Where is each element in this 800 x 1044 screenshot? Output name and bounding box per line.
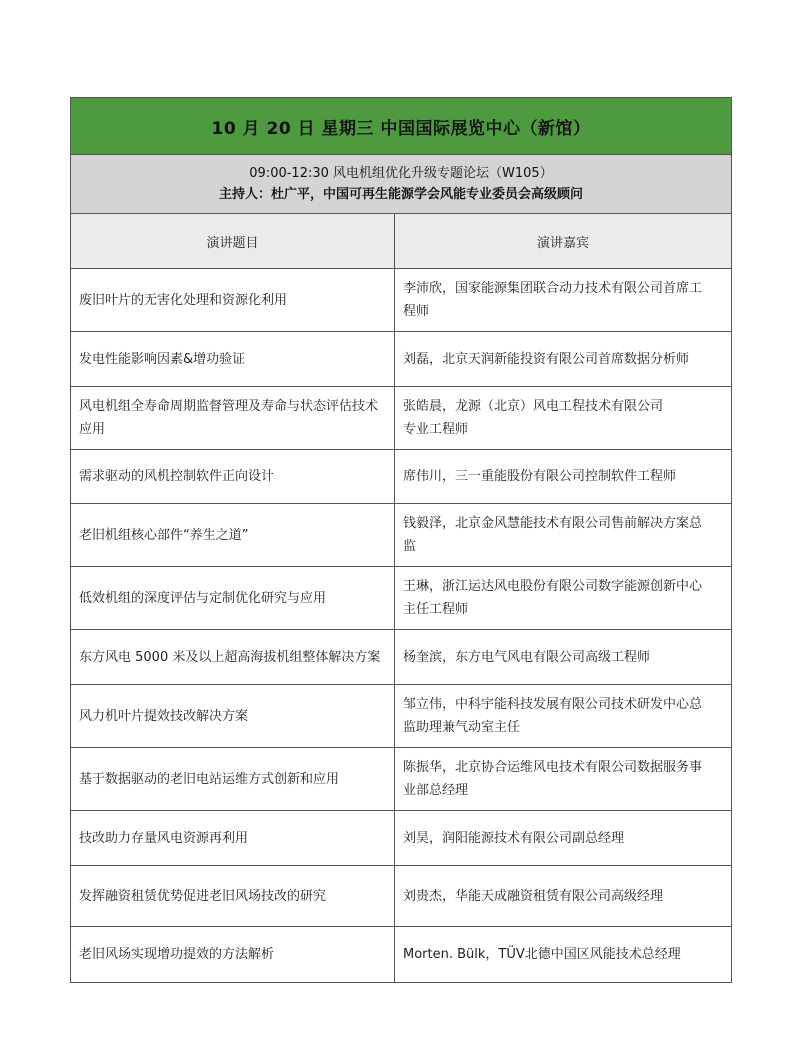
event-title: 10 月 20 日 星期三 中国国际展览中心（新馆） bbox=[71, 98, 732, 155]
table-row bbox=[71, 811, 732, 866]
talk-topic: 老旧机组核心部件“养生之道” bbox=[71, 504, 395, 567]
speaker-line: Morten. Bülk，TÜV北德中国区风能技术总经理 bbox=[403, 947, 681, 962]
talk-speaker bbox=[395, 685, 732, 748]
talk-speaker bbox=[395, 504, 732, 567]
talk-speaker bbox=[395, 811, 732, 866]
talk-topic: 风电机组全寿命周期监督管理及寿命与状态评估技术应用 bbox=[71, 387, 395, 450]
talk-speaker bbox=[395, 450, 732, 504]
talk-topic: 基于数据驱动的老旧电站运维方式创新和应用 bbox=[71, 748, 395, 811]
session-host: 主持人：杜广平，中国可再生能源学会风能专业委员会高级顾问 bbox=[218, 187, 583, 202]
talk-topic: 发挥融资租赁优势促进老旧风场技改的研究 bbox=[71, 866, 395, 927]
speaker-line: 刘磊，北京天润新能投资有限公司首席数据分析师 bbox=[403, 351, 690, 367]
talk-topic: 废旧叶片的无害化处理和资源化利用 bbox=[71, 269, 395, 332]
speaker-line: 刘贵杰，华能天成融资租赁有限公司高级经理 bbox=[403, 888, 664, 904]
talk-rows bbox=[71, 269, 732, 983]
talk-speaker bbox=[395, 332, 732, 387]
table-row bbox=[71, 504, 732, 567]
speaker-line: 陈振华，北京协合运维风电技术有限公司数据服务事 bbox=[403, 760, 703, 775]
column-header-speaker: 演讲嘉宾 bbox=[395, 214, 732, 269]
talk-topic: 老旧风场实现增功提效的方法解析 bbox=[71, 927, 395, 983]
speaker-line: 杨奎滨，东方电气风电有限公司高级工程师 bbox=[403, 649, 651, 665]
session-row bbox=[71, 155, 732, 214]
session-info bbox=[71, 155, 732, 214]
speaker-line: 监 bbox=[403, 539, 417, 554]
talk-speaker bbox=[395, 567, 732, 630]
speaker-line: 专业工程师 bbox=[403, 422, 469, 437]
talk-topic: 技改助力存量风电资源再利用 bbox=[71, 811, 395, 866]
table-row bbox=[71, 332, 732, 387]
table-row bbox=[71, 927, 732, 983]
table-row bbox=[71, 748, 732, 811]
speaker-line: 主任工程师 bbox=[403, 602, 469, 617]
table-row bbox=[71, 269, 732, 332]
talk-topic: 发电性能影响因素&增功验证 bbox=[71, 332, 395, 387]
table-row bbox=[71, 630, 732, 685]
talk-topic: 低效机组的深度评估与定制优化研究与应用 bbox=[71, 567, 395, 630]
schedule-table bbox=[70, 97, 732, 983]
speaker-line: 刘昊，润阳能源技术有限公司副总经理 bbox=[403, 830, 625, 846]
speaker-line: 席伟川，三一重能股份有限公司控制软件工程师 bbox=[403, 469, 677, 484]
speaker-line: 业部总经理 bbox=[403, 783, 469, 798]
talk-speaker bbox=[395, 866, 732, 927]
talk-topic: 东方风电 5000 米及以上超高海拔机组整体解决方案 bbox=[71, 630, 395, 685]
speaker-line: 邹立伟，中科宇能科技发展有限公司技术研发中心总 bbox=[403, 697, 703, 712]
table-row bbox=[71, 387, 732, 450]
session-time-title: 09:00-12:30 风电机组优化升级专题论坛（W105） bbox=[249, 166, 553, 181]
speaker-line: 程师 bbox=[403, 304, 430, 319]
talk-speaker bbox=[395, 387, 732, 450]
speaker-line: 钱毅泽，北京金风慧能技术有限公司售前解决方案总 bbox=[403, 516, 703, 531]
speaker-line: 王琳，浙江运达风电股份有限公司数字能源创新中心 bbox=[403, 579, 703, 594]
speaker-line: 张皓晨，龙源（北京）风电工程技术有限公司 bbox=[403, 399, 664, 414]
title-row bbox=[71, 98, 732, 155]
talk-speaker bbox=[395, 748, 732, 811]
table-row bbox=[71, 866, 732, 927]
column-header-row bbox=[71, 214, 732, 269]
talk-speaker bbox=[395, 927, 732, 983]
table-row bbox=[71, 685, 732, 748]
speaker-line: 监助理兼气动室主任 bbox=[403, 720, 521, 735]
talk-topic: 风力机叶片提效技改解决方案 bbox=[71, 685, 395, 748]
speaker-line: 李沛欣，国家能源集团联合动力技术有限公司首席工 bbox=[403, 281, 703, 296]
talk-speaker bbox=[395, 630, 732, 685]
table-row bbox=[71, 450, 732, 504]
talk-speaker bbox=[395, 269, 732, 332]
talk-topic: 需求驱动的风机控制软件正向设计 bbox=[71, 450, 395, 504]
table-row bbox=[71, 567, 732, 630]
column-header-topic: 演讲题目 bbox=[71, 214, 395, 269]
